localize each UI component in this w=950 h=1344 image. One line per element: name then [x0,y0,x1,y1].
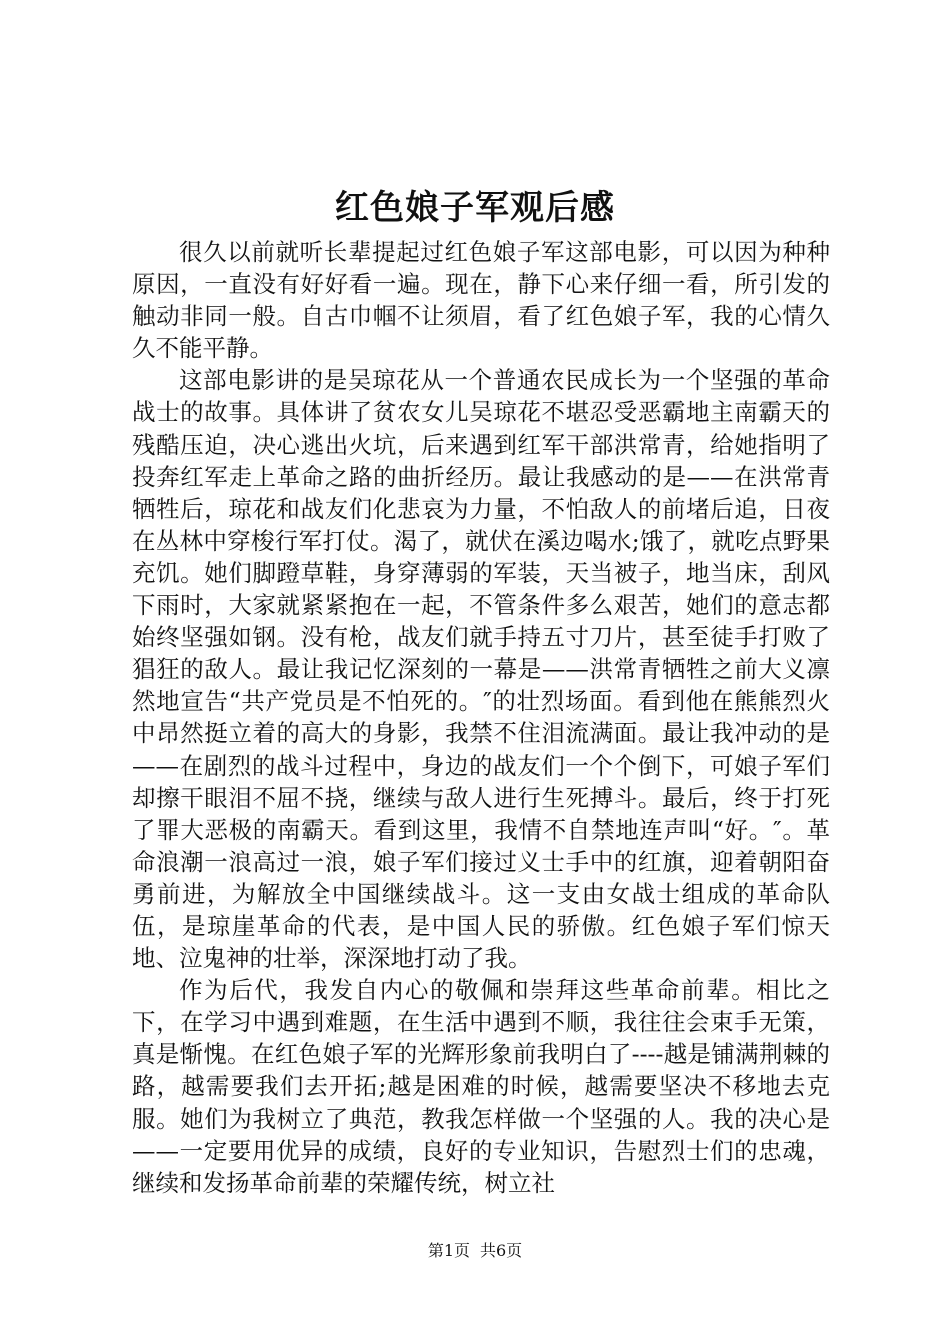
paragraph-1: 很久以前就听长辈提起过红色娘子军这部电影，可以因为种种原因，一直没有好好看一遍。现在，静下心来仔细一看，所引发的触动非同一般。自古巾帼不让须眉，看了红色娘子军，我的心情久久不能平静。 [132,238,830,363]
page-number: 第1页 [427,1241,470,1260]
document-body [132,236,830,1199]
paragraph-3: 作为后代，我发自内心的敬佩和崇拜这些革命前辈。相比之下，在学习中遇到难题，在生活中遇到不顺，我往往会束手无策，真是惭愧。在红色娘子军的光辉形象前我明白了----越是铺满荆棘的路，越需要我们去开拓;越是困难的时候，越需要坚决不移地去克服。她们为我树立了典范，教我怎样做一个坚强的人。我的决心是——一定要用优异的成绩，良好的专业知识，告慰烈士们的忠魂，继续和发扬革命前辈的荣耀传统，树立社 [132,976,830,1197]
page-footer [0,1240,950,1262]
page-total: 共6页 [480,1241,523,1260]
paragraph-2: 这部电影讲的是吴琼花从一个普通农民成长为一个坚强的革命战士的故事。具体讲了贫农女儿吴琼花不堪忍受恶霸地主南霸天的残酷压迫，决心逃出火坑，后来遇到红军干部洪常青，给她指明了投奔红军走上革命之路的曲折经历。最让我感动的是——在洪常青牺牲后，琼花和战友们化悲哀为力量，不怕敌人的前堵后追，日夜在丛林中穿梭行军打仗。渴了，就伏在溪边喝水;饿了，就吃点野果充饥。她们脚蹬草鞋，身穿薄弱的军装，天当被子，地当床，刮风下雨时，大家就紧紧抱在一起，不管条件多么艰苦，她们的意志都始终坚强如钢。没有枪，战友们就手持五寸刀片，甚至徒手打败了猖狂的敌人。最让我记忆深刻的一幕是——洪常青牺牲之前大义凛然地宣告“共产党员是不怕死的。″的壮烈场面。看到他在熊熊烈火中昂然挺立着的高大的身影，我禁不住泪流满面。最让我冲动的是——在剧烈的战斗过程中，身边的战友们一个个倒下，可娘子军们却擦干眼泪不屈不挠，继续与敌人进行生死搏斗。最后，终于打死了罪大恶极的南霸天。看到这里，我情不自禁地连声叫“好。″。革命浪潮一浪高过一浪，娘子军们接过义士手中的红旗，迎着朝阳奋勇前进，为解放全中国继续战斗。这一支由女战士组成的革命队伍，是琼崖革命的代表，是中国人民的骄傲。红色娘子军们惊天地、泣鬼神的壮举，深深地打动了我。 [132,366,830,973]
document-title: 红色娘子军观后感 [335,188,615,228]
